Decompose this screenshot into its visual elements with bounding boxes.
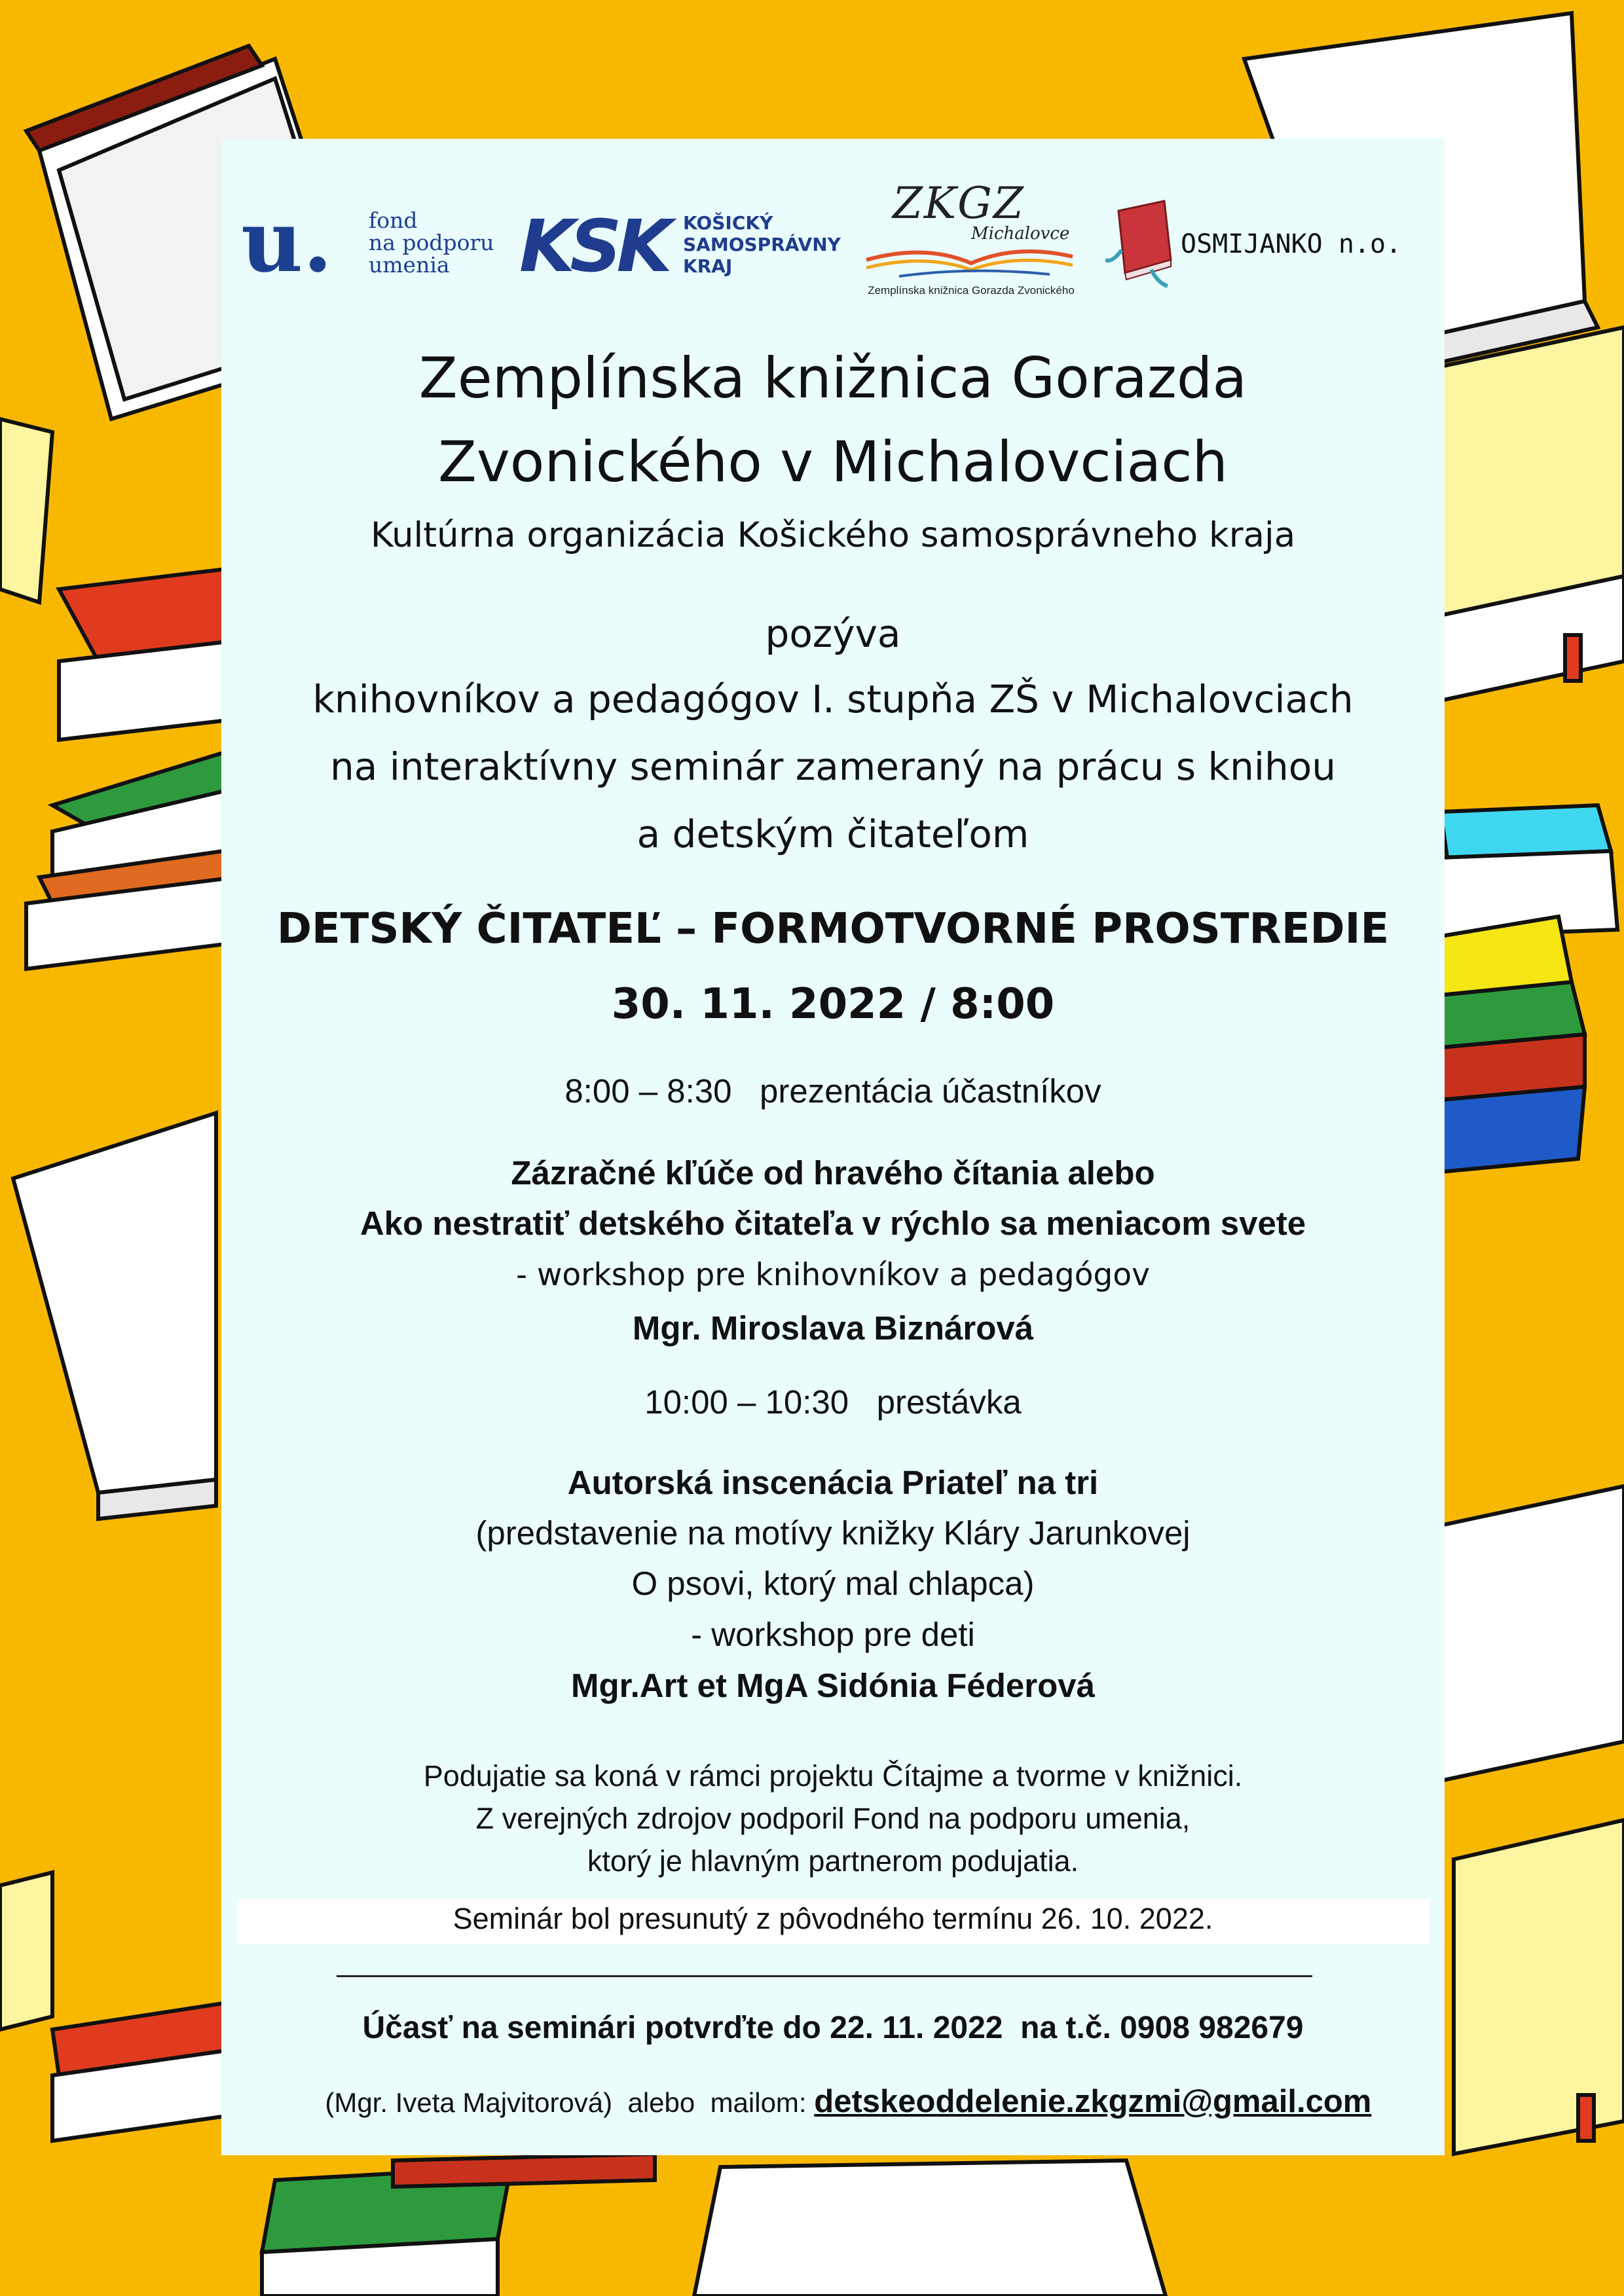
workshop-1-desc: - workshop pre knihovníkov a pedagógov	[516, 1257, 1150, 1293]
invite-line-2: knihovníkov a pedagógov I. stupňa ZŠ v Michalovciach	[312, 677, 1354, 721]
divider	[337, 1975, 1312, 1977]
ksk-logo-mark: KSK	[519, 204, 667, 288]
event-title: DETSKÝ ČITATEĽ – FORMOTVORNÉ PROSTREDIE	[276, 905, 1390, 953]
invite-line-1: pozýva	[765, 611, 901, 656]
osmijanko-logo	[1105, 198, 1433, 296]
ksk-line: SAMOSPRÁVNY	[683, 234, 841, 255]
support-line-3: ktorý je hlavným partnerom podujatia.	[587, 1844, 1079, 1878]
workshop-2-desc: - workshop pre deti	[691, 1616, 975, 1653]
fpu-line: umenia	[369, 252, 450, 278]
title-line-2: Zvonického v Michalovciach	[437, 429, 1228, 495]
workshop-2-lecturer: Mgr.Art et MgA Sidónia Féderová	[570, 1667, 1096, 1704]
zkgz-logo	[860, 178, 1082, 309]
fpu-logo-text	[369, 210, 494, 276]
postponed-notice: Seminár bol presunutý z pôvodného termínu 26. 10. 2022.	[452, 1902, 1213, 1935]
program-break: 10:00 – 10:30 prestávka	[644, 1383, 1022, 1421]
zkgz-logo-caption: Zemplínska knižnica Gorazda Zvonického	[868, 284, 1075, 297]
invite-line-4: a detským čitateľom	[637, 812, 1029, 856]
zkgz-logo-mark: ZKGZ	[893, 178, 1025, 228]
support-line-2: Z verejných zdrojov podporil Fond na podporu umenia,	[475, 1802, 1190, 1835]
zkgz-book-swoosh-icon	[860, 240, 1076, 280]
book-icon	[1105, 198, 1177, 289]
partner-logos	[221, 178, 1445, 348]
rsvp-line-2	[221, 2052, 1445, 2151]
ksk-logo-text	[683, 212, 841, 277]
ksk-logo	[519, 204, 841, 296]
fpu-line: na podporu	[369, 230, 494, 255]
ksk-line: KOŠICKÝ	[683, 212, 773, 234]
rsvp-contact: (Mgr. Iveta Majvitorová) alebo mailom:	[325, 2087, 815, 2118]
fpu-logo	[241, 191, 503, 302]
osmijanko-text: OSMIJANKO n.o.	[1181, 229, 1402, 259]
program-registration: 8:00 – 8:30 prezentácia účastníkov	[564, 1072, 1101, 1110]
rsvp-line-1: Účasť na seminári potvrďte do 22. 11. 2022 na t.č. 0908 982679	[362, 2011, 1304, 2045]
workshop-2-line-1: (predstavenie na motívy knižky Kláry Jarunkovej	[475, 1514, 1190, 1552]
zkgz-logo-city: Michalovce	[971, 224, 1070, 244]
workshop-1-lecturer: Mgr. Miroslava Biznárová	[632, 1309, 1034, 1347]
fpu-line: fond	[369, 208, 418, 233]
workshop-2-title: Autorská inscenácia Priateľ na tri	[567, 1464, 1099, 1501]
invite-line-3: na interaktívny seminár zameraný na prácu s knihou	[329, 744, 1337, 789]
workshop-1-title-2: Ako nestratiť detského čitateľa v rýchlo sa meniacom svete	[360, 1205, 1306, 1242]
event-datetime: 30. 11. 2022 / 8:00	[611, 980, 1055, 1029]
fpu-logo-mark: u.	[241, 191, 333, 291]
subtitle: Kultúrna organizácia Košického samosprávneho kraja	[370, 515, 1296, 555]
ksk-line: KRAJ	[683, 255, 733, 277]
support-line-1: Podujatie sa koná v rámci projektu Čítajme a tvorme v knižnici.	[423, 1759, 1243, 1793]
title-line-1: Zemplínska knižnica Gorazda	[418, 346, 1247, 411]
workshop-1-title-1: Zázračné kľúče od hravého čítania alebo	[511, 1154, 1155, 1192]
content-panel	[221, 139, 1445, 2155]
workshop-2-line-2: O psovi, ktorý mal chlapca)	[631, 1565, 1035, 1602]
email-link[interactable]: detskeoddelenie.zkgzmi@gmail.com	[814, 2084, 1372, 2119]
